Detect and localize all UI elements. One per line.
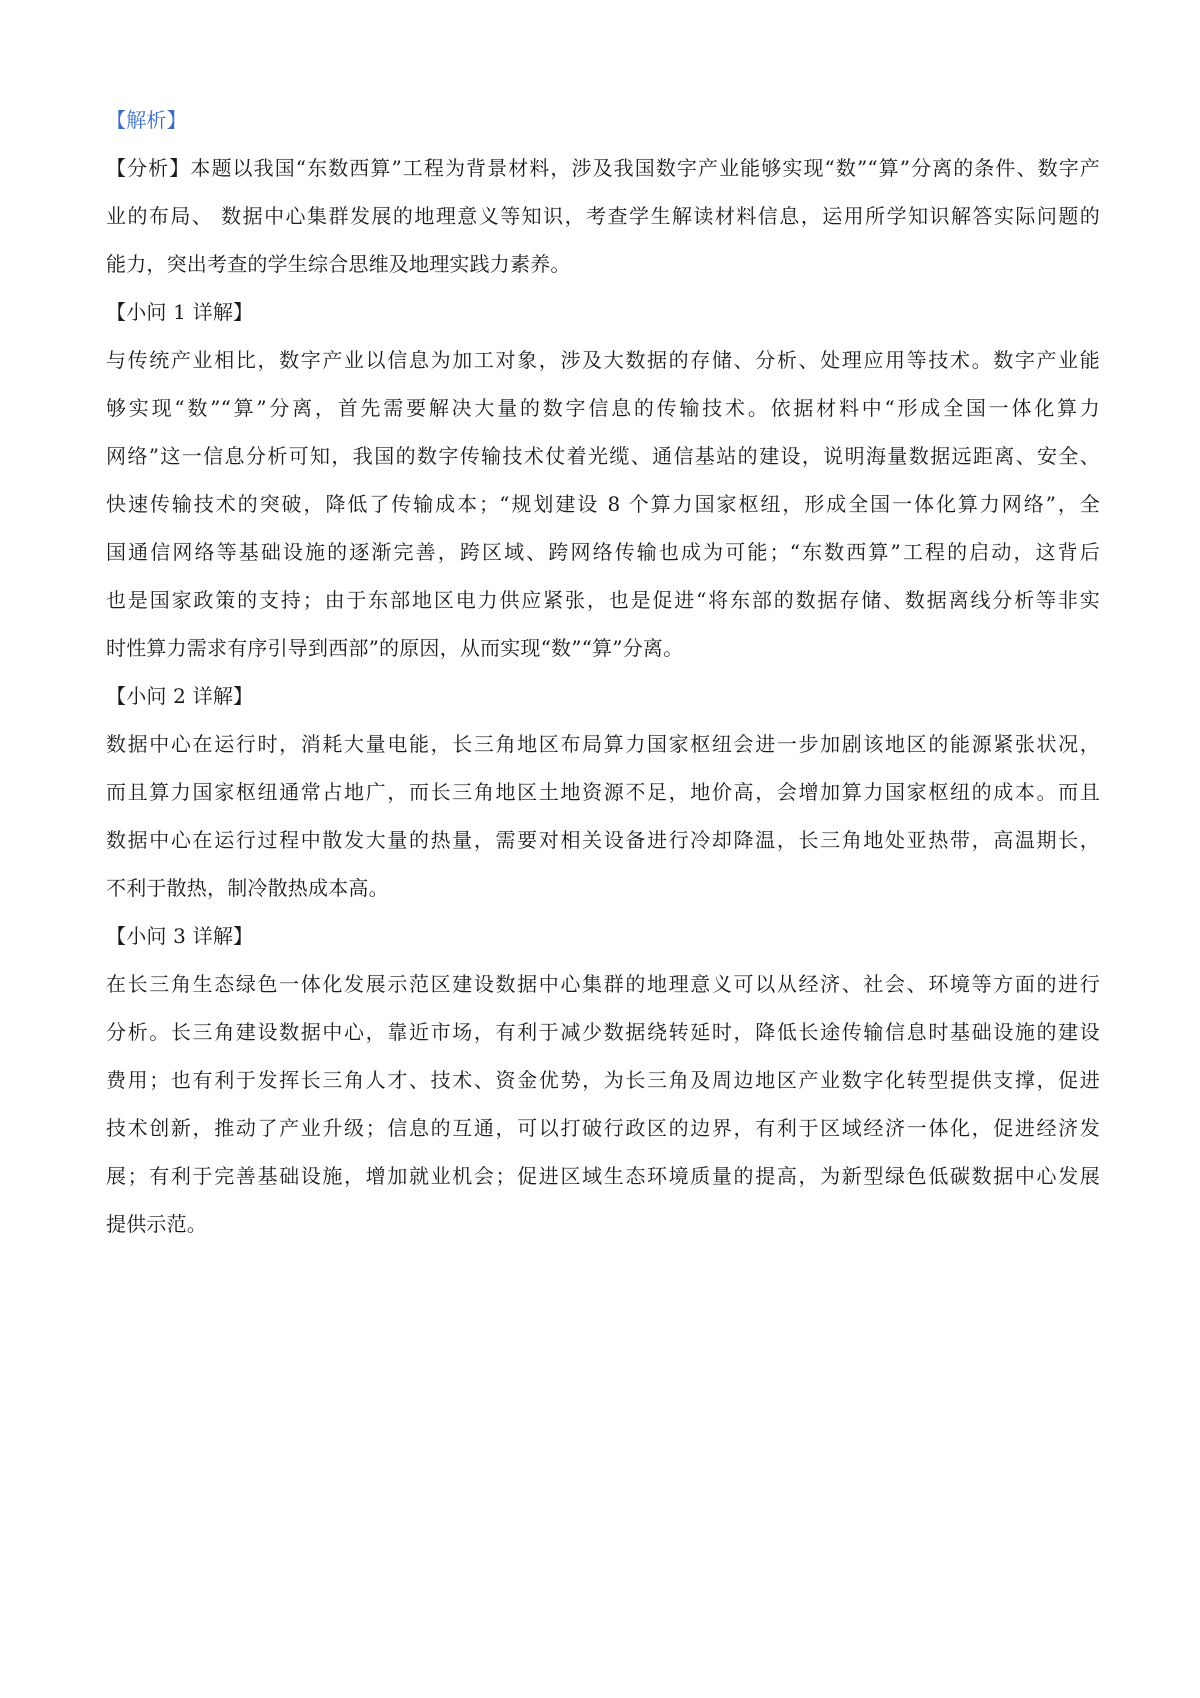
q3-line: 技术创新，推动了产业升级；信息的互通，可以打破行政区的边界，有利于区域经济一体化，促进经济发	[106, 1116, 1100, 1140]
q3-line: 展；有利于完善基础设施，增加就业机会；促进区域生态环境质量的提高，为新型绿色低碳数据中心发展	[106, 1164, 1100, 1188]
q3-line: 分析。长三角建设数据中心，靠近市场，有利于减少数据绕转延时，降低长途传输信息时基础设施的建设	[106, 1020, 1100, 1044]
document-page	[106, 96, 1100, 1248]
q1-paragraph	[106, 336, 1100, 672]
q1-line: 快速传输技术的突破，降低了传输成本；“规划建设 8 个算力国家枢纽，形成全国一体化算力网络”，全	[106, 492, 1100, 516]
analysis-paragraph	[106, 144, 1100, 288]
q1-title: 【小问 1 详解】	[106, 300, 254, 324]
q1-line: 够实现“数”“算”分离，首先需要解决大量的数字信息的传输技术。依据材料中“形成全国一体化算力	[106, 396, 1100, 420]
analysis-line: 能力，突出考查的学生综合思维及地理实践力素养。	[106, 252, 571, 276]
q1-line: 时性算力需求有序引导到西部”的原因，从而实现“数”“算”分离。	[106, 636, 684, 660]
q1-line: 国通信网络等基础设施的逐渐完善，跨区域、跨网络传输也成为可能；“东数西算”工程的启动，这背后	[106, 540, 1100, 564]
analysis-line: 【分析】本题以我国“东数西算”工程为背景材料，涉及我国数字产业能够实现“数”“算”分离的条件、数字产	[106, 156, 1100, 180]
q3-line: 在长三角生态绿色一体化发展示范区建设数据中心集群的地理意义可以从经济、社会、环境等方面的进行	[106, 972, 1100, 996]
q3-line: 提供示范。	[106, 1212, 207, 1236]
q1-line: 也是国家政策的支持；由于东部地区电力供应紧张，也是促进“将东部的数据存储、数据离线分析等非实	[106, 588, 1100, 612]
q2-line: 数据中心在运行过程中散发大量的热量，需要对相关设备进行冷却降温，长三角地处亚热带，高温期长，	[106, 828, 1100, 852]
q2-line: 数据中心在运行时，消耗大量电能，长三角地区布局算力国家枢纽会进一步加剧该地区的能源紧张状况，	[106, 732, 1100, 756]
analysis-line: 业的布局、 数据中心集群发展的地理意义等知识，考查学生解读材料信息，运用所学知识解答实际问题的	[106, 204, 1100, 228]
q3-line: 费用；也有利于发挥长三角人才、技术、资金优势，为长三角及周边地区产业数字化转型提供支撑，促进	[106, 1068, 1100, 1092]
section-heading: 【解析】	[106, 108, 187, 132]
q2-title: 【小问 2 详解】	[106, 684, 254, 708]
q1-line: 与传统产业相比，数字产业以信息为加工对象，涉及大数据的存储、分析、处理应用等技术。数字产业能	[106, 348, 1100, 372]
q2-line: 不利于散热，制冷散热成本高。	[106, 876, 389, 900]
q1-line: 网络”这一信息分析可知，我国的数字传输技术仗着光缆、通信基站的建设，说明海量数据远距离、安全、	[106, 444, 1100, 468]
q2-line: 而且算力国家枢纽通常占地广，而长三角地区土地资源不足，地价高，会增加算力国家枢纽的成本。而且	[106, 780, 1100, 804]
q3-title: 【小问 3 详解】	[106, 924, 254, 948]
q2-paragraph	[106, 720, 1100, 912]
q3-paragraph	[106, 960, 1100, 1248]
